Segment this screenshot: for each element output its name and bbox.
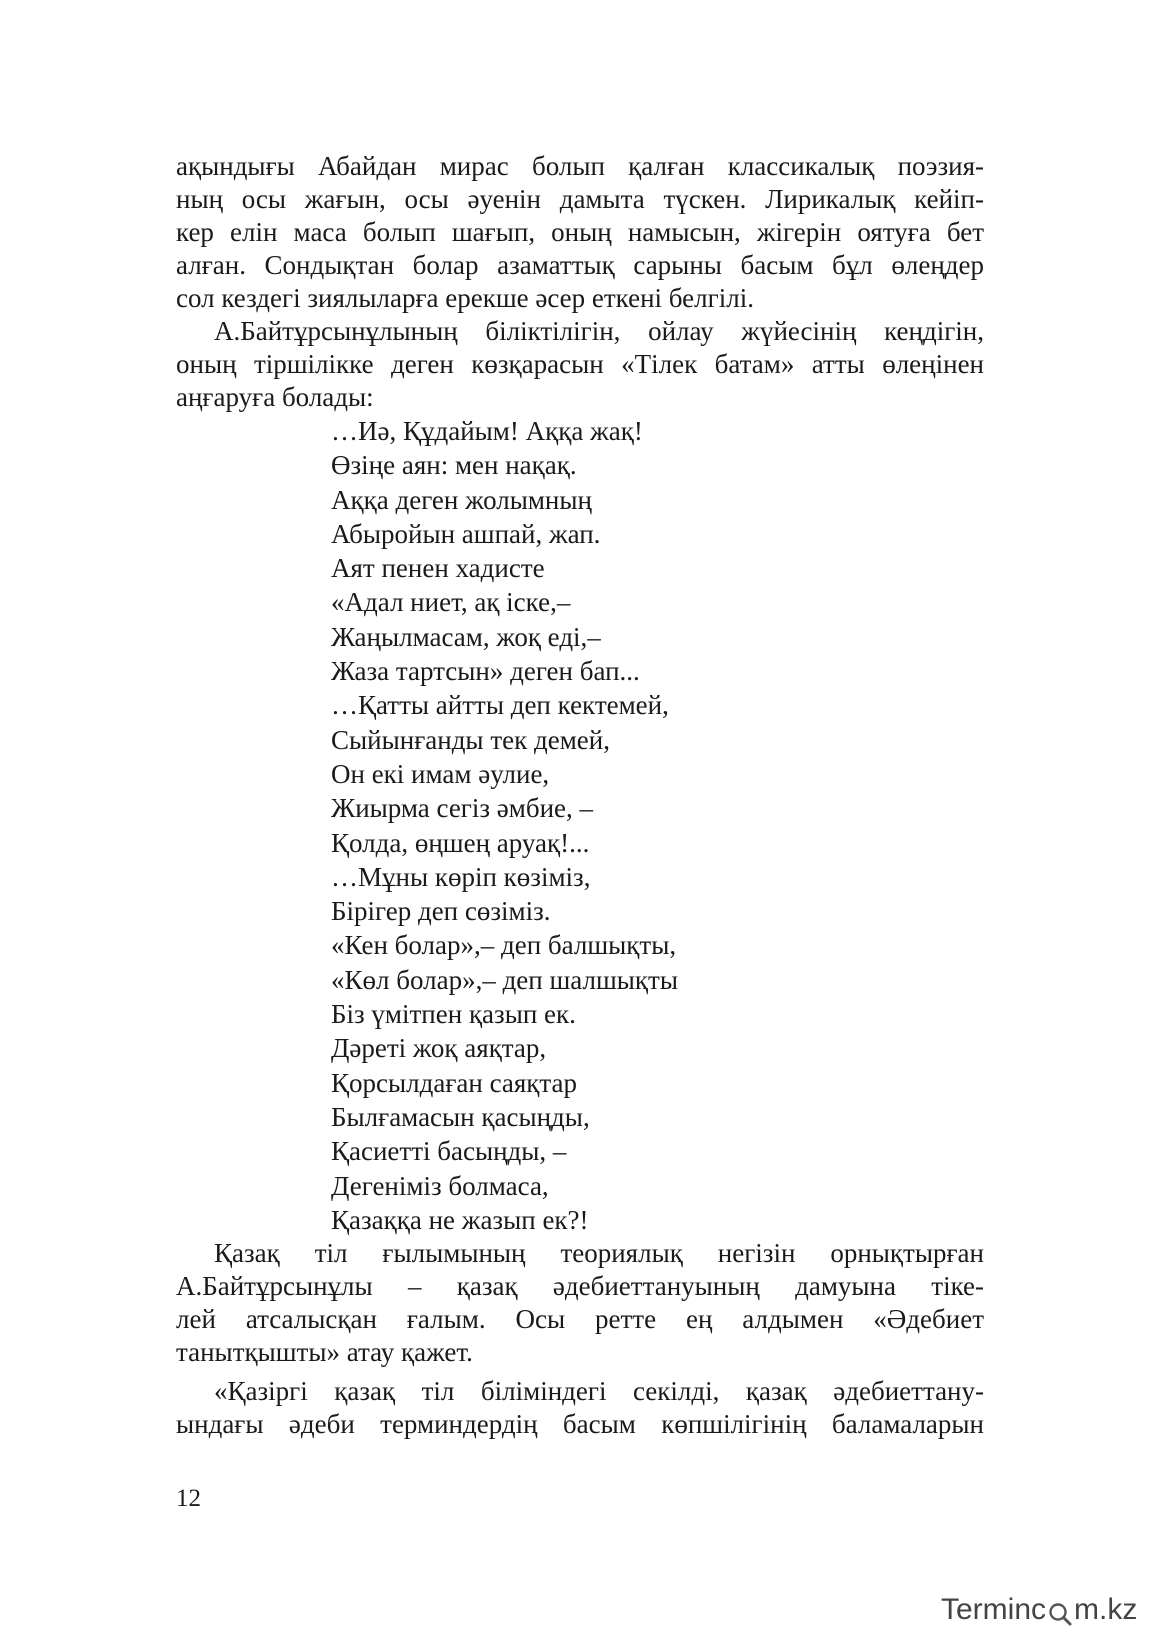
poem-line: Жиырма сегіз әмбие, – — [331, 793, 594, 824]
site-watermark — [941, 1590, 1151, 1630]
text-line: кер елін маса болып шағып, оның намысын, жігерін оятуға бет — [176, 217, 984, 247]
poem-line: Қасиетті басыңды, – — [331, 1136, 567, 1167]
text-line: аңғаруға болады: — [176, 382, 374, 412]
poem-line: Қорсылдаған саяқтар — [331, 1067, 578, 1098]
text-line: танытқышты» атау қажет. — [176, 1337, 473, 1368]
poem-line: Абыройын ашпай, жап. — [331, 518, 601, 549]
paragraph-3 — [176, 1237, 984, 1369]
poem-line: Қазаққа не жазып ек?! — [331, 1204, 589, 1235]
poem-line: Былғамасын қасыңды, — [331, 1101, 590, 1132]
text-line: «Қазіргі қазақ тіл біліміндегі секілді, қазақ әдебиеттану- — [214, 1376, 984, 1407]
paragraph-1 — [176, 150, 984, 315]
poem-line: Жаңылмасам, жоқ еді,– — [331, 621, 601, 652]
text-line: ның осы жағын, осы әуенін дамыта түскен. Лирикалық кейіп- — [176, 184, 984, 214]
page-number: 12 — [176, 1485, 201, 1512]
text-line: оның тіршілікке деген көзқарасын «Тілек батам» атты өлеңінен — [176, 349, 984, 379]
poem-line: «Көл болар»,– деп шалшықты — [331, 964, 678, 995]
poem-line: Біз үмітпен қазып ек. — [331, 999, 576, 1030]
text-line: ақындығы Абайдан мирас болып қалған классикалық поэзия- — [176, 151, 984, 181]
poem-line: …Иә, Құдайым! Аққа жақ! — [331, 416, 643, 446]
poem-line: Сыйынғанды тек демей, — [331, 724, 610, 755]
paragraph-2 — [176, 315, 984, 414]
poem-line: …Қатты айтты деп кектемей, — [331, 690, 669, 721]
magnifier-icon — [1047, 1598, 1073, 1624]
poem-line: «Кен болар»,– деп балшықты, — [331, 930, 677, 961]
poem-line: Қолда, өңшең аруақ!... — [331, 827, 590, 858]
body-text — [176, 150, 984, 1441]
text-line: А.Байтұрсынұлы – қазақ әдебиеттануының дамуына тіке- — [176, 1271, 984, 1302]
poem-line: …Мұны көріп көзіміз, — [331, 861, 591, 892]
text-line: лей атсалысқан ғалым. Осы ретте ең алдымен «Әдебиет — [176, 1304, 984, 1335]
poem-line: Дәреті жоқ аяқтар, — [331, 1033, 547, 1064]
text-line: алған. Сондықтан болар азаматтық сарыны басым бұл өлеңдер — [176, 250, 984, 280]
text-line: Қазақ тіл ғылымының теориялық негізін орнықтырған — [214, 1238, 984, 1269]
poem-line: Бірігер деп сөзіміз. — [331, 896, 551, 927]
poem-line: Он екі имам әулие, — [331, 758, 550, 789]
poem-quote — [331, 414, 984, 1237]
poem-line: Аққа деген жолымның — [331, 484, 592, 515]
paragraph-4 — [176, 1375, 984, 1441]
poem-line: Аят пенен хадисте — [331, 553, 545, 584]
watermark-text-start: Terminc — [941, 1593, 1047, 1626]
poem-line: Өзіңе аян: мен нақақ. — [331, 450, 577, 481]
text-line: сол кездегі зиялыларға ерекше әсер еткені белгілі. — [176, 283, 754, 313]
poem-line: Жаза тартсын» деген бап... — [331, 656, 640, 687]
text-line: А.Байтұрсынұлының біліктілігін, ойлау жүйесінің кеңдігін, — [214, 316, 984, 346]
watermark-text-end: m.kz — [1074, 1593, 1138, 1626]
poem-line: «Адал ниет, ақ іске,– — [331, 587, 571, 618]
text-line: ындағы әдеби терминдердің басым көпшілігінің баламаларын — [176, 1409, 984, 1440]
poem-line: Дегеніміз болмаса, — [331, 1170, 549, 1201]
